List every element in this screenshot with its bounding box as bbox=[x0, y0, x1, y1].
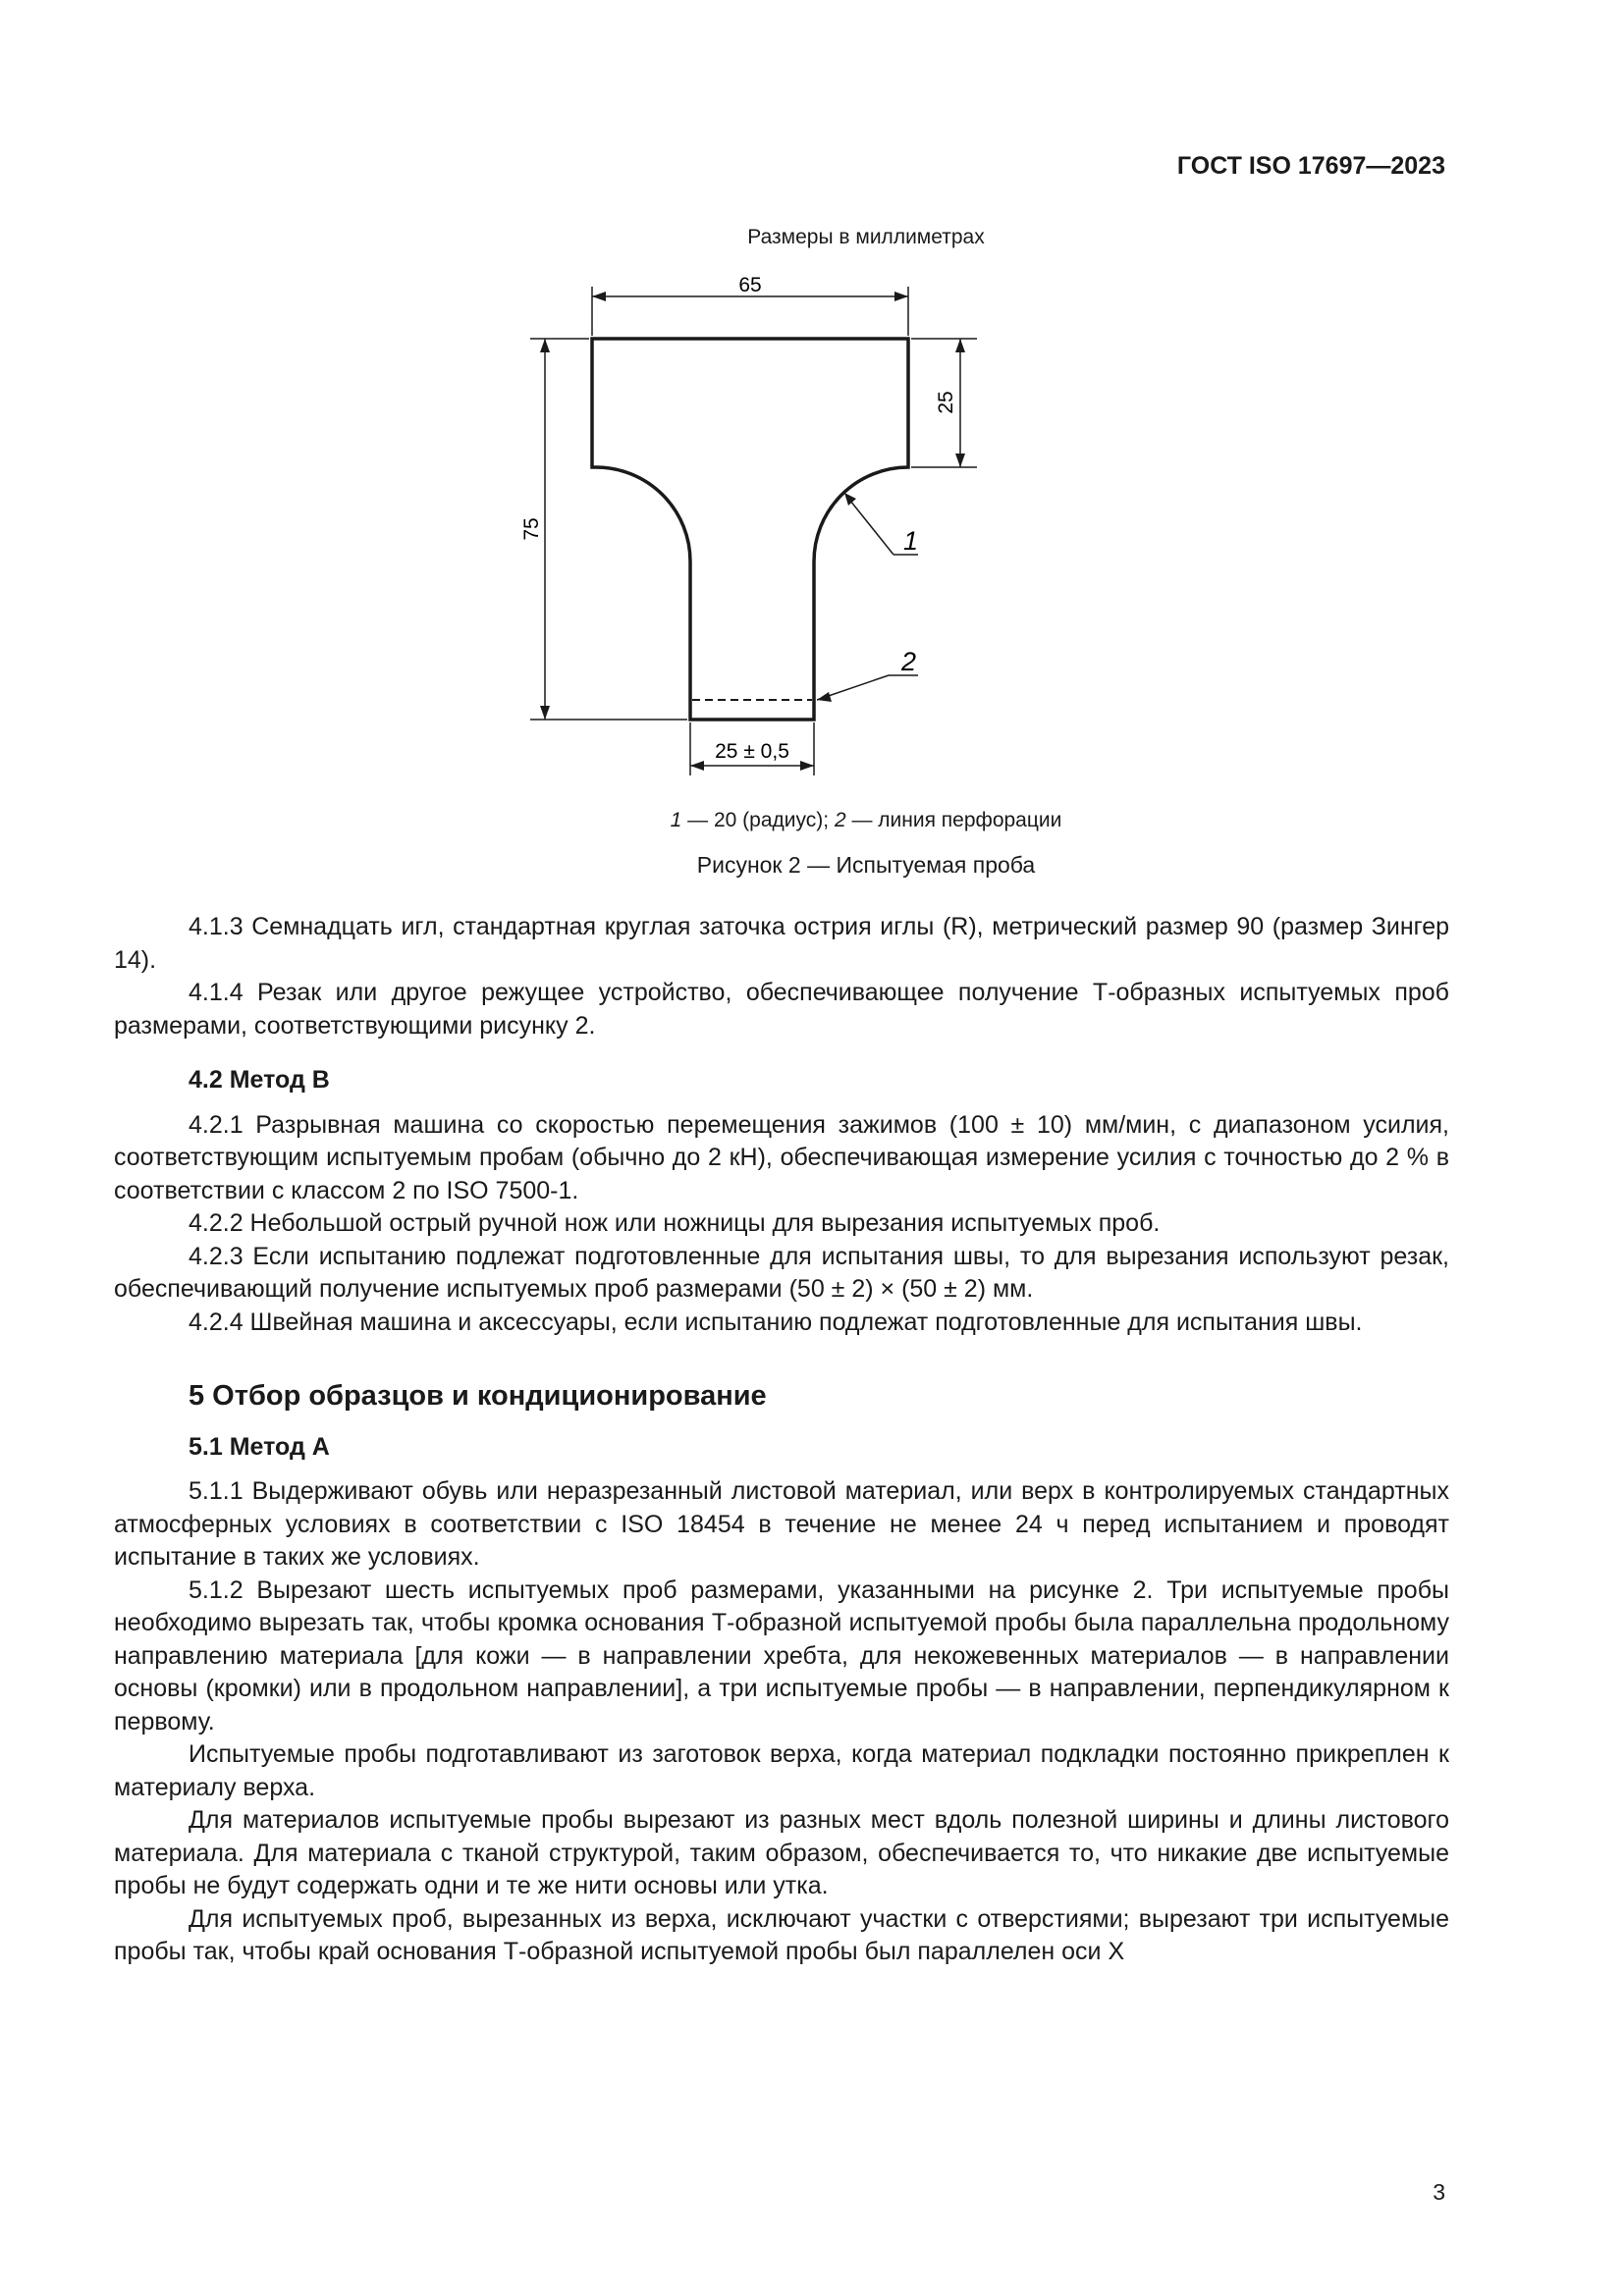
paragraph-4-2-4: 4.2.4 Швейная машина и аксессуары, если испытанию подлежат подготовленные для испытания швы. bbox=[189, 1308, 1363, 1336]
legend-num-1: 1 bbox=[670, 809, 682, 831]
paragraph-upper-prep: Испытуемые пробы подготавливают из заготовок верха, когда материал подкладки постоянно прикреплен к материалу верха. bbox=[114, 1740, 1449, 1801]
figure-caption: Рисунок 2 — Испытуемая проба bbox=[696, 852, 1036, 878]
page-number: 3 bbox=[1433, 2179, 1445, 2205]
body-text bbox=[114, 911, 1449, 1969]
heading-4-2: 4.2 Метод B bbox=[189, 1066, 330, 1094]
paragraph-4-2-3: 4.2.3 Если испытанию подлежат подготовленные для испытания швы, то для вырезания используют резак, обеспечивающий получение испытуемых проб размерами (50 ± 2) × (50 ± 2) мм. bbox=[114, 1242, 1449, 1303]
document-header: ГОСТ ISO 17697—2023 bbox=[1176, 152, 1445, 180]
callout-1-leader bbox=[846, 496, 893, 555]
paragraph-4-1-4: 4.1.4 Резак или другое режущее устройство, обеспечивающее получение Т-образных испытуемых проб размерами, соответствующими рисунку 2. bbox=[114, 979, 1449, 1040]
specimen-outline bbox=[592, 339, 908, 720]
callout-1-label: 1 bbox=[903, 526, 919, 556]
dim-height-top-label: 25 bbox=[935, 391, 957, 414]
dim-width-label: 65 bbox=[738, 274, 762, 296]
figure-units-note: Размеры в миллиметрах bbox=[747, 226, 985, 248]
legend-num-2: 2 bbox=[834, 809, 846, 831]
paragraph-upper-cut: Для испытуемых проб, вырезанных из верха, исключают участки с отверстиями; вырезают три испытуемые пробы так, чтобы край основания Т-образной испытуемой пробы был параллелен оси X bbox=[114, 1904, 1449, 1965]
paragraph-4-1-3: 4.1.3 Семнадцать игл, стандартная круглая заточка острия иглы (R), метрический размер 90 (размер Зингер 14). bbox=[114, 913, 1449, 974]
t-specimen-drawing bbox=[0, 0, 1624, 883]
paragraph-5-1-1: 5.1.1 Выдерживают обувь или неразрезанный листовой материал, или верх в контролируемых стандартных атмосферных условиях в соответствии с ISO 18454 в течение не менее 24 ч перед испытанием и проводят испытание в таких же условиях. bbox=[114, 1477, 1449, 1571]
paragraph-4-2-1: 4.2.1 Разрывная машина со скоростью перемещения зажимов (100 ± 10) мм/мин, с диапазоном усилия, соответствующим испытуемым пробам (обычно до 2 кН), обеспечивающая измерение усилия с точностью до 2 % в соответствии с классом 2 по ISO 7500-1. bbox=[114, 1110, 1449, 1204]
paragraph-5-1-2: 5.1.2 Вырезают шесть испытуемых проб размерами, указанными на рисунке 2. Три испытуемые пробы необходимо вырезать так, чтобы кромка основания Т-образной испытуемой пробы была параллельна продольному направлению материала [для кожи — в направлении хребта, для некожевенных материалов — в направлении основы (кромки) или в продольном направлении], а три испытуемые пробы — в направлении, перпендикулярном к первому. bbox=[114, 1575, 1449, 1735]
dim-bottom-width-label: 25 ± 0,5 bbox=[715, 740, 789, 763]
heading-5: 5 Отбор образцов и кондиционирование bbox=[189, 1380, 767, 1412]
paragraph-4-2-2: 4.2.2 Небольшой острый ручной нож или ножницы для вырезания испытуемых проб. bbox=[189, 1209, 1161, 1237]
legend-text-2: — линия перфорации bbox=[845, 809, 1062, 831]
heading-5-1: 5.1 Метод А bbox=[189, 1432, 330, 1461]
dim-height-total-label: 75 bbox=[520, 517, 543, 541]
figure-legend bbox=[0, 809, 1624, 832]
callout-2-label: 2 bbox=[901, 647, 917, 676]
legend-text-1: — 20 (радиус); bbox=[681, 809, 835, 831]
paragraph-materials: Для материалов испытуемые пробы вырезают из разных мест вдоль полезной ширины и длины листового материала. Для материала с тканой структурой, таким образом, обеспечивается то, что никакие две испытуемые пробы не будут содержать одни и те же нити основы или утка. bbox=[114, 1806, 1449, 1899]
